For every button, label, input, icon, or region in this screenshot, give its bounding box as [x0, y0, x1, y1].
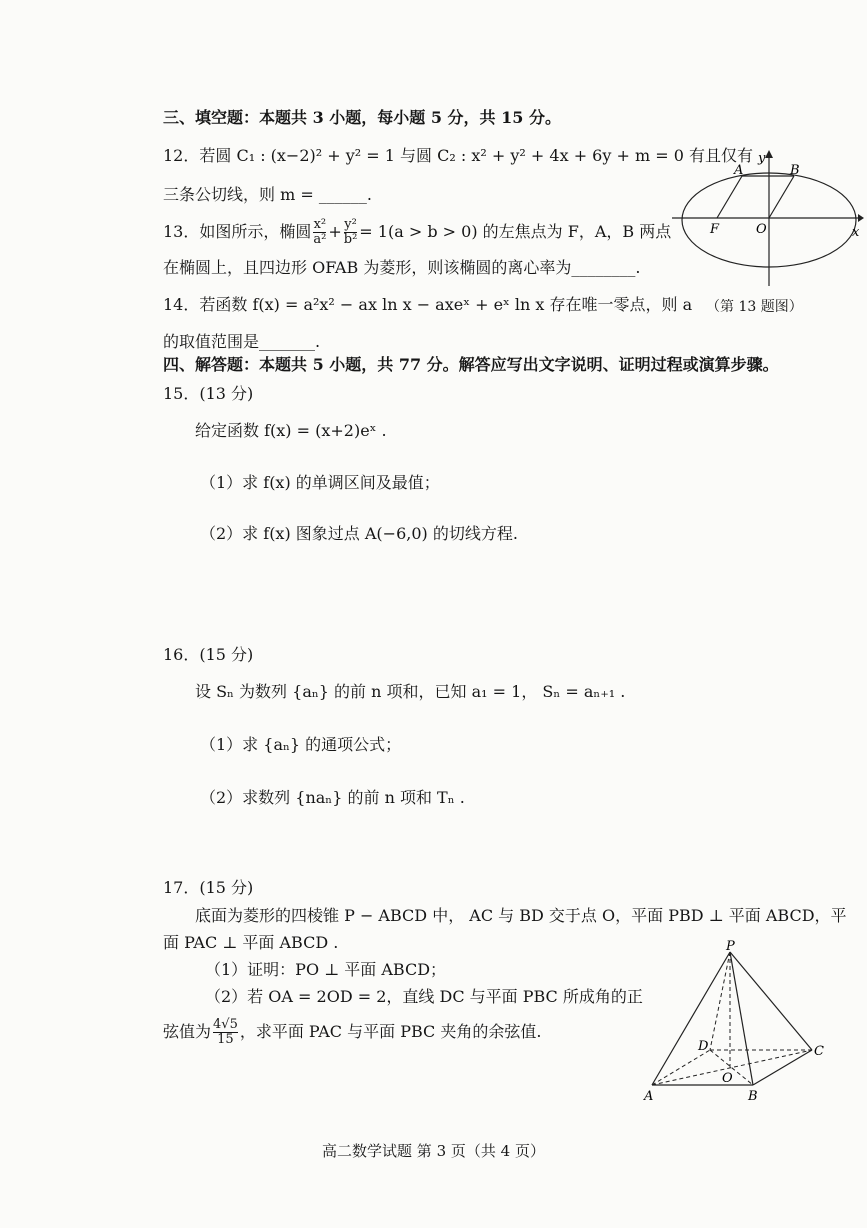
q13-frac2-num: y²	[344, 217, 357, 232]
q17-part1: （1）证明：PO ⊥ 平面 ABCD；	[205, 960, 447, 979]
q13-fraction-x	[313, 218, 326, 246]
q16-given: 设 Sₙ 为数列 {aₙ} 的前 n 项和，已知 a₁ = 1， Sₙ = aₙ₊₁ .	[195, 682, 626, 701]
q13-frac1-num: x²	[313, 217, 327, 232]
q15-part1: （1）求 f(x) 的单调区间及最值；	[200, 473, 440, 492]
q13-line1	[163, 218, 671, 246]
edge-PA	[652, 952, 730, 1085]
edge-PD	[710, 952, 730, 1050]
label-O: O	[756, 222, 767, 237]
q15-title: 15．(13 分)	[163, 384, 254, 403]
section4-heading: 四、解答题：本题共 5 小题，共 77 分。解答应写出文字说明、证明过程或演算步骤。	[163, 355, 779, 374]
label-D: D	[698, 1039, 709, 1054]
q17-part2: （2）若 OA = 2OD = 2，直线 DC 与平面 PBC 所成角的正	[205, 987, 643, 1006]
section3-heading: 三、填空题：本题共 3 小题，每小题 5 分，共 15 分。	[163, 108, 561, 127]
figure13-caption: （第 13 题图）	[706, 299, 803, 315]
q16-title: 16．(15 分)	[163, 645, 254, 664]
q17-line2: 面 PAC ⊥ 平面 ABCD .	[163, 933, 339, 952]
label-C: C	[814, 1044, 824, 1059]
label-B: B	[748, 1089, 758, 1104]
q14-line1: 14．若函数 f(x) = a²x² − ax ln x − axeˣ + eˣ ln x 存在唯一零点，则 a	[163, 295, 693, 314]
q17-line1: 底面为菱形的四棱锥 P − ABCD 中， AC 与 BD 交于点 O，平面 PBD ⊥ 平面 ABCD，平	[195, 906, 847, 925]
q17-part3-suffix: ，求平面 PAC 与平面 PBC 夹角的余弦值.	[239, 1022, 542, 1042]
q12-line1: 12．若圆 C₁ : (x−2)² + y² = 1 与圆 C₂ : x² + y² + 4x + 6y + m = 0 有且仅有	[163, 146, 753, 165]
x-axis-arrow	[858, 214, 864, 222]
label-y: y	[758, 151, 766, 166]
label-F: F	[710, 222, 720, 237]
q16-part1: （1）求 {aₙ} 的通项公式；	[200, 735, 402, 754]
q16-part2: （2）求数列 {naₙ} 的前 n 项和 Tₙ .	[200, 788, 465, 807]
label-A: A	[644, 1089, 654, 1104]
q13-suffix: = 1(a > b > 0) 的左焦点为 F，A，B 两点	[359, 222, 672, 242]
edge-BC	[753, 1050, 812, 1085]
edge-PC	[730, 952, 812, 1050]
y-axis-arrow	[765, 150, 773, 158]
q13-fraction-y	[344, 218, 358, 246]
rhombus-side-FA	[717, 176, 742, 218]
q13-frac1-den: a²	[313, 231, 327, 247]
q17-part3	[163, 1018, 541, 1046]
q12-line2: 三条公切线，则 m = ______.	[163, 185, 372, 204]
figure13-ellipse-diagram	[672, 148, 864, 288]
q17-fraction	[213, 1018, 238, 1046]
q15-part2: （2）求 f(x) 图象过点 A(−6,0) 的切线方程.	[200, 524, 518, 543]
q17-part3-prefix: 弦值为	[163, 1022, 212, 1042]
edge-AD	[652, 1050, 710, 1085]
label-O: O	[722, 1071, 733, 1086]
q17-frac-num: 4√5	[213, 1017, 238, 1032]
q13-frac2-den: b²	[343, 231, 358, 247]
q13-line2: 在椭圆上，且四边形 OFAB 为菱形，则该椭圆的离心率为________.	[163, 258, 641, 277]
q13-plus: +	[328, 222, 342, 242]
q15-given: 给定函数 f(x) = (x+2)eˣ .	[195, 421, 387, 440]
figure17-pyramid-diagram	[640, 940, 830, 1105]
label-x: x	[852, 225, 860, 240]
rhombus-side-OB	[769, 176, 794, 218]
label-A: A	[734, 163, 744, 178]
label-B: B	[790, 163, 800, 178]
q13-prefix: 13．如图所示，椭圆	[163, 222, 312, 242]
q17-frac-den: 15	[213, 1032, 238, 1047]
q14-line2: 的取值范围是_______.	[163, 332, 321, 351]
q17-title: 17．(15 分)	[163, 878, 254, 897]
page-footer: 高二数学试题 第 3 页（共 4 页）	[322, 1142, 545, 1160]
label-P: P	[726, 940, 735, 954]
